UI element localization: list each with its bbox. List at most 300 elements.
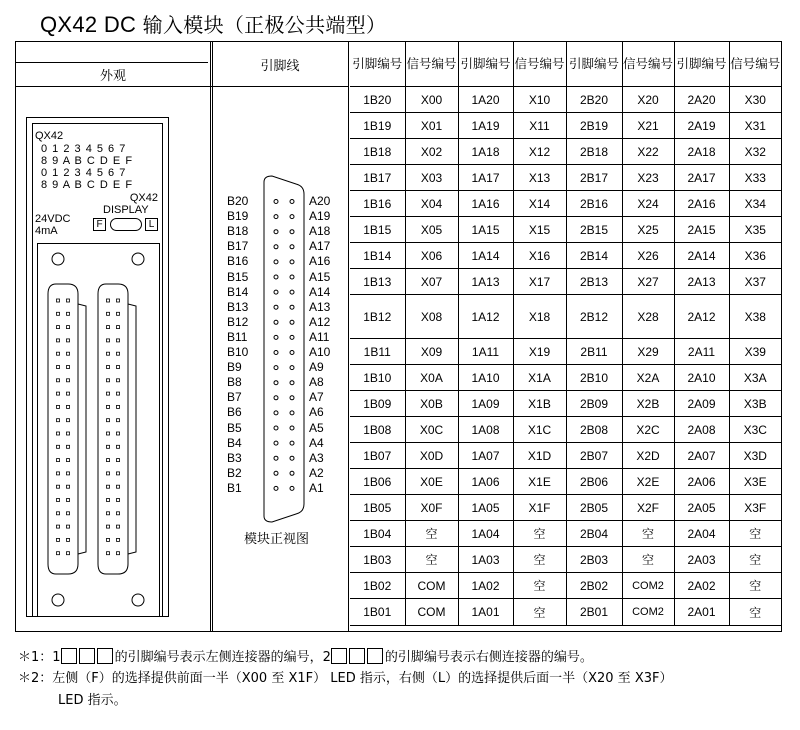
pin-number-cell: 1B04: [350, 521, 405, 547]
pin-number-cell: 2B11: [566, 339, 622, 365]
signal-cell: 空: [513, 547, 566, 573]
signal-cell: X3E: [729, 469, 781, 495]
note-2: [18, 670, 672, 688]
signal-cell: X03: [405, 165, 458, 191]
signal-cell: 空: [729, 547, 781, 573]
pin-number-cell: 2A17: [674, 165, 729, 191]
pin-label-left: B13: [227, 299, 249, 314]
pin-number-cell: 2A07: [674, 443, 729, 469]
socket-pin: [67, 299, 70, 302]
socket-pin: [117, 525, 120, 528]
led-indicator-grid: [41, 143, 133, 191]
spec-frame: [15, 41, 782, 632]
pin-label-right: A4: [309, 435, 324, 450]
pin-number-cell: 2B14: [566, 243, 622, 269]
pin-number-cell: 1B01: [350, 599, 405, 626]
pin-label-left: B15: [227, 269, 249, 284]
socket-pin: [107, 485, 110, 488]
divider: [212, 42, 213, 631]
signal-cell: X31: [729, 113, 781, 139]
pin-label-left: B6: [227, 405, 242, 420]
pin-hole: [290, 245, 294, 249]
pin-hole: [290, 456, 294, 460]
pin-label-left: B11: [227, 329, 248, 344]
pin-label-right: A12: [309, 314, 331, 329]
pin-number-cell: 1B09: [350, 391, 405, 417]
signal-cell: X37: [729, 269, 781, 295]
signal-cell: X29: [622, 339, 674, 365]
signal-cell: X02: [405, 139, 458, 165]
signal-cell: X08: [405, 295, 458, 339]
signal-cell: 空: [405, 547, 458, 573]
signal-cell: X2E: [622, 469, 674, 495]
signal-cell: X3F: [729, 495, 781, 521]
socket-pin: [67, 379, 70, 382]
pin-number-cell: 2B12: [566, 295, 622, 339]
pin-label-left: B8: [227, 375, 242, 390]
pin-hole: [274, 200, 278, 204]
socket-pin: [117, 352, 120, 355]
pin-label-right: A6: [309, 405, 324, 420]
note-text: 左侧（F）的选择提供前面一半（X00 至 X1F） LED 指示，右侧（L）的选择提供后面一半（X20 至 X3F）: [52, 671, 673, 686]
pin-number-cell: 2A12: [674, 295, 729, 339]
note-text: LED 指示。: [58, 693, 127, 708]
signal-cell: X24: [622, 191, 674, 217]
pin-label-right: A3: [309, 450, 324, 465]
socket-pin: [57, 499, 60, 502]
header-signal-no: 信号编号: [405, 42, 458, 87]
socket-pin: [67, 459, 70, 462]
socket-pin: [117, 538, 120, 541]
header-signal-no: 信号编号: [622, 42, 674, 87]
signal-cell: X1C: [513, 417, 566, 443]
pin-number-cell: 1A06: [458, 469, 513, 495]
pin-number-cell: 2B18: [566, 139, 622, 165]
signal-cell: COM: [405, 573, 458, 599]
pin-number-cell: 1A05: [458, 495, 513, 521]
pin-number-cell: 1A16: [458, 191, 513, 217]
signal-cell: X11: [513, 113, 566, 139]
socket-pin: [107, 512, 110, 515]
signal-cell: 空: [405, 521, 458, 547]
socket-pin: [67, 552, 70, 555]
pin-hole: [290, 215, 294, 219]
pin-number-cell: 2B10: [566, 365, 622, 391]
table-row: [350, 599, 781, 626]
pin-hole: [290, 260, 294, 264]
pin-number-cell: 2B09: [566, 391, 622, 417]
signal-cell: X2D: [622, 443, 674, 469]
socket-pin: [107, 326, 110, 329]
pin-hole: [274, 215, 278, 219]
connector-caption: 模块正视图: [244, 532, 310, 547]
header-signal-no: 信号编号: [729, 42, 781, 87]
led-row: 0 1 2 3 4 5 6 7: [41, 167, 127, 179]
placeholder-box: [97, 648, 113, 664]
pin-label-right: A19: [309, 209, 331, 224]
pin-number-cell: 1B07: [350, 443, 405, 469]
note-2-cont: [58, 692, 127, 710]
pin-number-cell: 1B02: [350, 573, 405, 599]
signal-cell: 空: [622, 547, 674, 573]
pin-number-cell: 2A02: [674, 573, 729, 599]
signal-cell: X07: [405, 269, 458, 295]
pin-number-cell: 1B11: [350, 339, 405, 365]
display-switch[interactable]: [93, 217, 166, 232]
pin-hole: [274, 426, 278, 430]
pin-label-left: B14: [227, 284, 249, 299]
signal-cell: X1F: [513, 495, 566, 521]
socket-pin: [107, 459, 110, 462]
pin-hole: [290, 200, 294, 204]
signal-cell: X3A: [729, 365, 781, 391]
signal-cell: X36: [729, 243, 781, 269]
pin-number-cell: 1B12: [350, 295, 405, 339]
pin-number-cell: 1A19: [458, 113, 513, 139]
pin-hole: [274, 441, 278, 445]
pin-number-cell: 1A03: [458, 547, 513, 573]
signal-cell: X01: [405, 113, 458, 139]
pin-label-left: B16: [227, 254, 249, 269]
note-marker: ＊1：: [18, 650, 53, 665]
pin-number-cell: 2B19: [566, 113, 622, 139]
table-row: [350, 113, 781, 139]
signal-cell: COM2: [622, 599, 674, 626]
pin-label-left: B7: [227, 390, 242, 405]
pin-table: [350, 42, 781, 626]
signal-cell: X27: [622, 269, 674, 295]
pin-number-cell: 2A04: [674, 521, 729, 547]
socket-pin: [67, 432, 70, 435]
signal-cell: X18: [513, 295, 566, 339]
pin-number-cell: 2A16: [674, 191, 729, 217]
socket-pin: [67, 339, 70, 342]
l-label: L: [145, 218, 158, 231]
socket-pin: [57, 552, 60, 555]
signal-cell: X2A: [622, 365, 674, 391]
table-row: [350, 243, 781, 269]
pin-label-right: A5: [309, 420, 324, 435]
header-pin-no: 引脚编号: [674, 42, 729, 87]
pin-label-left: B10: [227, 345, 249, 359]
header-lead-wire: 引脚线: [260, 57, 300, 73]
socket-pin: [117, 312, 120, 315]
signal-cell: 空: [729, 573, 781, 599]
socket-pin: [117, 552, 120, 555]
header-pin-no: 引脚编号: [458, 42, 513, 87]
socket-pin: [57, 312, 60, 315]
socket-pin: [107, 472, 110, 475]
signal-cell: X12: [513, 139, 566, 165]
current-label: 4mA: [35, 225, 58, 237]
pin-number-cell: 2B20: [566, 87, 622, 113]
pin-number-cell: 1A18: [458, 139, 513, 165]
pin-number-cell: 2A18: [674, 139, 729, 165]
pin-hole: [290, 290, 294, 294]
pin-number-cell: 1A04: [458, 521, 513, 547]
pin-number-cell: 1A20: [458, 87, 513, 113]
placeholder-box: [367, 648, 383, 664]
table-row: [350, 365, 781, 391]
socket-pin: [117, 326, 120, 329]
signal-cell: 空: [513, 573, 566, 599]
socket-pin: [107, 499, 110, 502]
socket-pin: [67, 405, 70, 408]
pin-label-right: A10: [309, 345, 331, 359]
pin-number-cell: 1A02: [458, 573, 513, 599]
signal-cell: X34: [729, 191, 781, 217]
note-text: 的引脚编号表示左侧连接器的编号，2: [114, 650, 331, 665]
header-pin-no: 引脚编号: [566, 42, 622, 87]
switch-knob: [110, 218, 142, 231]
socket-pin: [117, 432, 120, 435]
socket-pin: [57, 405, 60, 408]
signal-cell: X10: [513, 87, 566, 113]
pin-hole: [274, 260, 278, 264]
pin-label-right: A7: [309, 390, 324, 405]
pin-number-cell: 1B20: [350, 87, 405, 113]
signal-cell: X2F: [622, 495, 674, 521]
pin-label-left: B2: [227, 465, 242, 480]
pin-label-left: B20: [227, 194, 249, 208]
socket-pin: [57, 352, 60, 355]
signal-cell: X1D: [513, 443, 566, 469]
table-row: [350, 295, 781, 339]
socket-pin: [117, 392, 120, 395]
pin-number-cell: 2A08: [674, 417, 729, 443]
pin-label-left: B3: [227, 450, 242, 465]
socket-pin: [67, 499, 70, 502]
signal-cell: X0C: [405, 417, 458, 443]
pin-table-header: [350, 42, 781, 87]
socket-pin: [57, 432, 60, 435]
pin-number-cell: 1B17: [350, 165, 405, 191]
signal-cell: COM2: [622, 573, 674, 599]
socket-pin: [117, 419, 120, 422]
divider: [348, 42, 349, 631]
module-outline: [26, 117, 169, 617]
signal-cell: X32: [729, 139, 781, 165]
socket-pin: [67, 326, 70, 329]
connector-sockets-drawing: [38, 244, 159, 616]
pin-number-cell: 2B05: [566, 495, 622, 521]
socket-pin: [117, 339, 120, 342]
table-row: [350, 495, 781, 521]
socket-pin: [117, 499, 120, 502]
pin-number-cell: 1B18: [350, 139, 405, 165]
socket-pin: [107, 552, 110, 555]
pin-label-left: B12: [227, 314, 249, 329]
placeholder-box: [349, 648, 365, 664]
signal-cell: 空: [729, 599, 781, 626]
pin-hole: [274, 456, 278, 460]
pin-hole: [274, 275, 278, 279]
signal-cell: COM: [405, 599, 458, 626]
signal-cell: X20: [622, 87, 674, 113]
signal-cell: X25: [622, 217, 674, 243]
pin-hole: [274, 471, 278, 475]
signal-cell: X2B: [622, 391, 674, 417]
led-row: 8 9 A B C D E F: [41, 155, 134, 167]
pin-label-right: A1: [309, 480, 324, 495]
signal-cell: X21: [622, 113, 674, 139]
pin-number-cell: 1B13: [350, 269, 405, 295]
pin-number-cell: 2A11: [674, 339, 729, 365]
socket-pin: [57, 392, 60, 395]
pin-label-right: A11: [309, 329, 330, 344]
pin-number-cell: 1B15: [350, 217, 405, 243]
signal-cell: 空: [513, 521, 566, 547]
pin-hole: [290, 426, 294, 430]
pin-label-right: A14: [309, 284, 331, 299]
socket-pin: [107, 366, 110, 369]
note-marker: ＊2：: [18, 671, 53, 686]
socket-pin: [117, 366, 120, 369]
socket-pin: [67, 352, 70, 355]
socket-pin: [117, 459, 120, 462]
signal-cell: X19: [513, 339, 566, 365]
socket-pin: [57, 485, 60, 488]
pin-label-left: B4: [227, 435, 242, 450]
pin-label-right: A18: [309, 224, 331, 239]
pin-number-cell: 2A10: [674, 365, 729, 391]
signal-cell: X09: [405, 339, 458, 365]
socket-pin: [57, 326, 60, 329]
pin-number-cell: 1B03: [350, 547, 405, 573]
f-label: F: [93, 218, 106, 231]
table-row: [350, 217, 781, 243]
pin-label-right: A2: [309, 465, 324, 480]
pin-number-cell: 1A10: [458, 365, 513, 391]
signal-cell: X39: [729, 339, 781, 365]
pin-number-cell: 2A05: [674, 495, 729, 521]
pin-hole: [290, 305, 294, 309]
pin-number-cell: 2B01: [566, 599, 622, 626]
pin-number-cell: 1A15: [458, 217, 513, 243]
pin-number-cell: 1A01: [458, 599, 513, 626]
placeholder-box: [79, 648, 95, 664]
pin-number-cell: 1B16: [350, 191, 405, 217]
pin-number-cell: 1A12: [458, 295, 513, 339]
pin-label-right: A13: [309, 299, 331, 314]
signal-cell: X1E: [513, 469, 566, 495]
note-text: 1: [52, 650, 61, 665]
socket-pin: [117, 379, 120, 382]
socket-pin: [117, 299, 120, 302]
signal-cell: X0A: [405, 365, 458, 391]
pin-label-left: B1: [227, 480, 242, 495]
table-row: [350, 165, 781, 191]
signal-cell: X0B: [405, 391, 458, 417]
pin-hole: [274, 486, 278, 490]
socket-pin: [107, 432, 110, 435]
pin-number-cell: 1B06: [350, 469, 405, 495]
pin-hole: [290, 230, 294, 234]
pin-number-cell: 2A20: [674, 87, 729, 113]
header-appearance: 外观: [99, 67, 126, 83]
signal-cell: X22: [622, 139, 674, 165]
pin-hole: [290, 320, 294, 324]
connector-drawing: [254, 174, 314, 524]
connector-area: [37, 243, 160, 617]
pin-number-cell: 2A13: [674, 269, 729, 295]
pin-number-cell: 2B02: [566, 573, 622, 599]
signal-cell: X14: [513, 191, 566, 217]
socket-pin: [57, 366, 60, 369]
pin-number-cell: 1B08: [350, 417, 405, 443]
led-row: 8 9 A B C D E F: [41, 179, 134, 191]
socket-pin: [67, 472, 70, 475]
pin-hole: [274, 230, 278, 234]
pin-number-cell: 2A03: [674, 547, 729, 573]
pin-hole: [290, 381, 294, 385]
socket-pin: [117, 405, 120, 408]
pin-number-cell: 1A07: [458, 443, 513, 469]
pin-hole: [290, 351, 294, 355]
pin-number-cell: 2B07: [566, 443, 622, 469]
table-row: [350, 87, 781, 113]
divider: [210, 42, 211, 631]
signal-cell: X0F: [405, 495, 458, 521]
pin-number-cell: 2B06: [566, 469, 622, 495]
pin-number-cell: 1A14: [458, 243, 513, 269]
signal-cell: X23: [622, 165, 674, 191]
socket-pin: [107, 339, 110, 342]
pin-number-cell: 1B10: [350, 365, 405, 391]
pin-label-left: B9: [227, 360, 242, 375]
signal-cell: 空: [513, 599, 566, 626]
pin-label-right: A8: [309, 375, 324, 390]
signal-cell: X17: [513, 269, 566, 295]
header-signal-no: 信号编号: [513, 42, 566, 87]
signal-cell: X3D: [729, 443, 781, 469]
socket-pin: [67, 512, 70, 515]
signal-cell: X2C: [622, 417, 674, 443]
pin-label-right: A15: [309, 269, 331, 284]
pin-number-cell: 1B19: [350, 113, 405, 139]
table-row: [350, 269, 781, 295]
socket-pin: [57, 525, 60, 528]
pin-label-left: B18: [227, 224, 249, 239]
socket-pin: [107, 405, 110, 408]
placeholder-box: [61, 648, 77, 664]
table-row: [350, 339, 781, 365]
header-pin-no: 引脚编号: [350, 42, 405, 87]
pin-number-cell: 2B08: [566, 417, 622, 443]
socket-pin: [117, 472, 120, 475]
table-row: [350, 521, 781, 547]
pin-label-right: A17: [309, 239, 331, 254]
table-row: [350, 139, 781, 165]
socket-pin: [117, 445, 120, 448]
signal-cell: X1A: [513, 365, 566, 391]
signal-cell: 空: [729, 521, 781, 547]
socket-pin: [57, 379, 60, 382]
socket-pin: [57, 472, 60, 475]
pin-hole: [274, 366, 278, 370]
socket-pin: [67, 392, 70, 395]
pin-label-right: A16: [309, 254, 331, 269]
pin-hole: [290, 411, 294, 415]
table-row: [350, 417, 781, 443]
pin-label-right: A20: [309, 194, 331, 208]
pin-label-left: B19: [227, 209, 249, 224]
socket-pin: [57, 459, 60, 462]
title-description: 输入模块（正极公共端型）: [142, 13, 387, 37]
module-name: QX42: [35, 130, 64, 142]
divider: [16, 86, 348, 87]
table-row: [350, 547, 781, 573]
